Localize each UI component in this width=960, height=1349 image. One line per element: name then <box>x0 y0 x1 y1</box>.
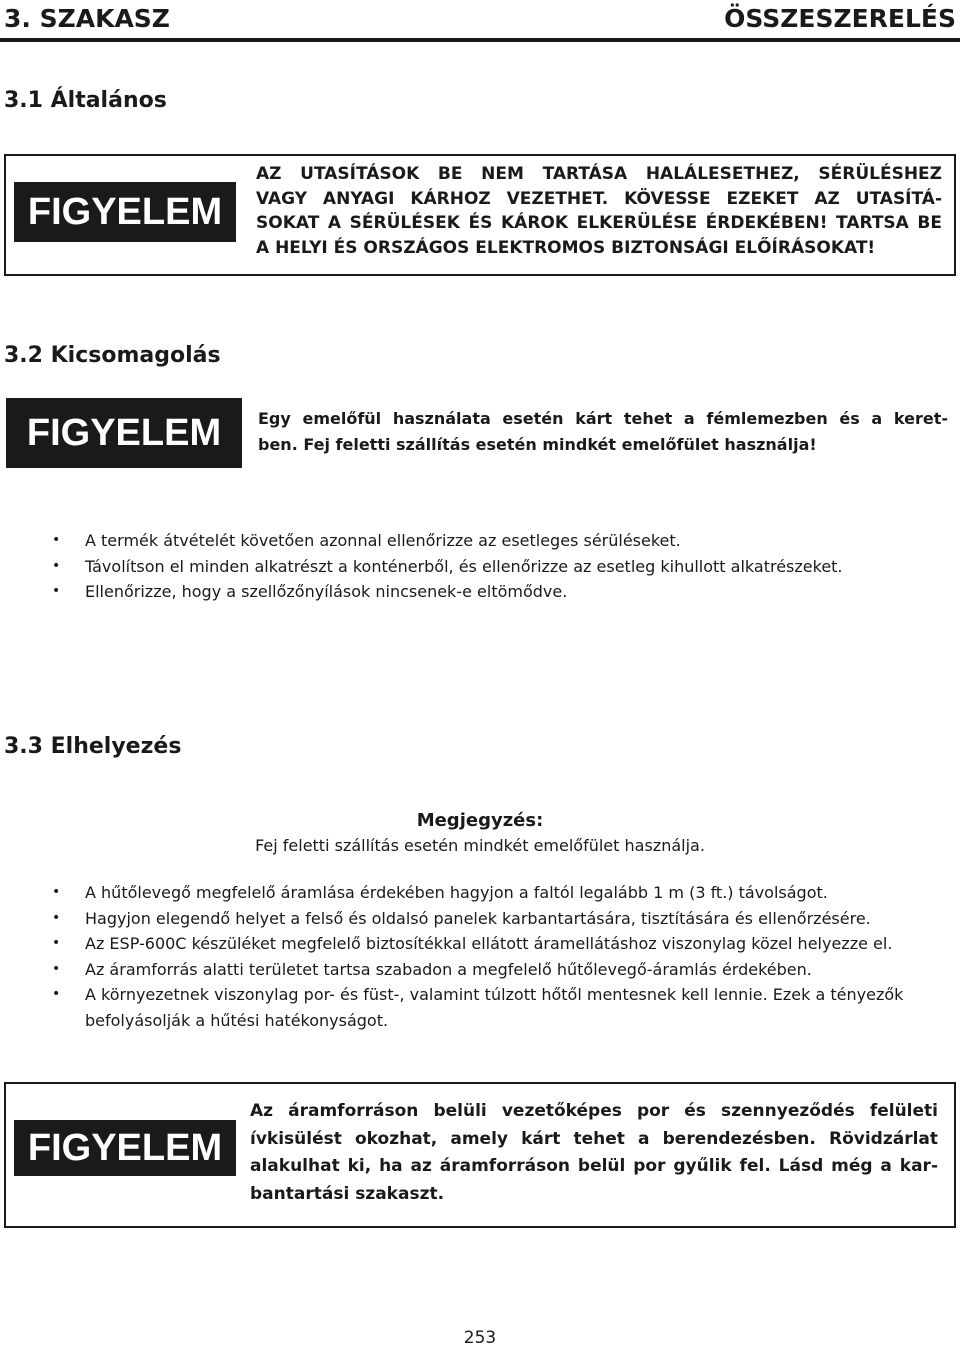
list-item-text: Ellenőrizze, hogy a szellőzőnyílások nincsenek-e eltömődve. <box>85 582 568 601</box>
list-item <box>52 528 843 554</box>
warning-label: FIGYELEM <box>14 1120 236 1176</box>
page-number: 253 <box>463 1328 497 1348</box>
bullet-icon: • <box>52 935 61 951</box>
warning-line: SOKAT A SÉRÜLÉSEK ÉS KÁROK ELKERÜLÉSE ÉRDEKÉBEN! TARTSA BE <box>256 213 942 233</box>
warning-label: FIGYELEM <box>6 398 242 468</box>
note-text: Fej feletti szállítás esetén mindkét emelőfület használja. <box>255 836 705 855</box>
chapter-label: 3. SZAKASZ <box>4 4 170 33</box>
warning-line: bantartási szakaszt. <box>250 1183 445 1204</box>
warning-text-general <box>256 162 942 260</box>
warning-box-placement <box>4 1082 956 1228</box>
bullet-icon: • <box>52 986 61 1002</box>
list-item-text: A környezetnek viszonylag por- és füst-, valamint túlzott hőtől mentesnek kell lennie. Ezek a tényezők <box>85 985 904 1004</box>
list-item-continuation <box>0 1008 932 1034</box>
warning-box-unpacking <box>4 398 956 468</box>
warning-line: VAGY ANYAGI KÁRHOZ VEZETHET. KÖVESSE EZEKET AZ UTASÍTÁ- <box>256 188 942 209</box>
list-item-text: A hűtőlevegő megfelelő áramlása érdekében hagyjon a faltól legalább 1 m (3 ft.) távolságot. <box>85 883 828 902</box>
warning-text-unpacking <box>258 406 948 458</box>
warning-line: A HELYI ÉS ORSZÁGOS ELEKTROMOS BIZTONSÁGI ELŐÍRÁSOKAT! <box>256 237 876 258</box>
warning-box-general <box>4 154 956 276</box>
list-item <box>52 957 932 983</box>
bullet-icon: • <box>52 960 61 977</box>
warning-line: Az áramforráson belüli vezetőképes por és szennyeződés felületi <box>250 1101 938 1121</box>
bullet-icon: • <box>52 557 61 574</box>
unpacking-bullet-list <box>52 528 843 605</box>
warning-line: AZ UTASÍTÁSOK BE NEM TARTÁSA HALÁLESETHEZ, SÉRÜLÉSHEZ <box>256 164 942 184</box>
placement-bullet-list <box>52 880 932 1033</box>
list-item-text: A termék átvételét követően azonnal ellenőrizze az esetleges sérüléseket. <box>85 531 681 550</box>
bullet-icon: • <box>52 532 61 548</box>
list-item-text: Hagyjon elegendő helyet a felső és oldalsó panelek karbantartására, tisztítására és ellenőrzésére. <box>85 908 871 928</box>
chapter-title: ÖSSZESZERELÉS <box>724 4 956 33</box>
list-item <box>52 579 843 605</box>
list-item <box>52 554 843 580</box>
list-item <box>52 931 932 957</box>
warning-line: ben. Fej feletti szállítás esetén mindkét emelőfület használja! <box>258 435 817 454</box>
warning-label: FIGYELEM <box>14 182 236 242</box>
section-title-unpacking: 3.2 Kicsomagolás <box>4 343 221 368</box>
list-item-text: Az áramforrás alatti területet tartsa szabadon a megfelelő hűtőlevegő-áramlás érdekében. <box>85 959 812 979</box>
list-item <box>52 880 932 906</box>
list-item <box>52 906 932 932</box>
page-header <box>0 0 960 42</box>
section-title-placement: 3.3 Elhelyezés <box>4 734 182 759</box>
list-item <box>52 982 932 1008</box>
warning-line: ívkisülést okozhat, amely kárt tehet a berendezésben. Rövidzárlat <box>250 1128 938 1149</box>
bullet-icon: • <box>52 884 61 900</box>
bullet-icon: • <box>52 583 61 599</box>
warning-text-placement <box>250 1098 938 1208</box>
list-item-text: Az ESP-600C készüléket megfelelő biztosítékkal ellátott áramellátáshoz viszonylag közel helyezze el. <box>85 934 893 953</box>
bullet-icon: • <box>52 909 61 926</box>
section-title-general: 3.1 Általános <box>4 88 167 113</box>
warning-line: alakulhat ki, ha az áramforráson belül por gyűlik fel. Lásd még a kar- <box>250 1156 938 1176</box>
list-item-text: befolyásolják a hűtési hatékonyságot. <box>85 1010 389 1030</box>
warning-line: Egy emelőfül használata esetén kárt tehet a fémlemezben és a keret- <box>258 409 948 428</box>
list-item-text: Távolítson el minden alkatrészt a konténerből, és ellenőrizze az esetleg kihullott alkatrészeket. <box>85 556 843 576</box>
note-title: Megjegyzés: <box>416 810 544 831</box>
